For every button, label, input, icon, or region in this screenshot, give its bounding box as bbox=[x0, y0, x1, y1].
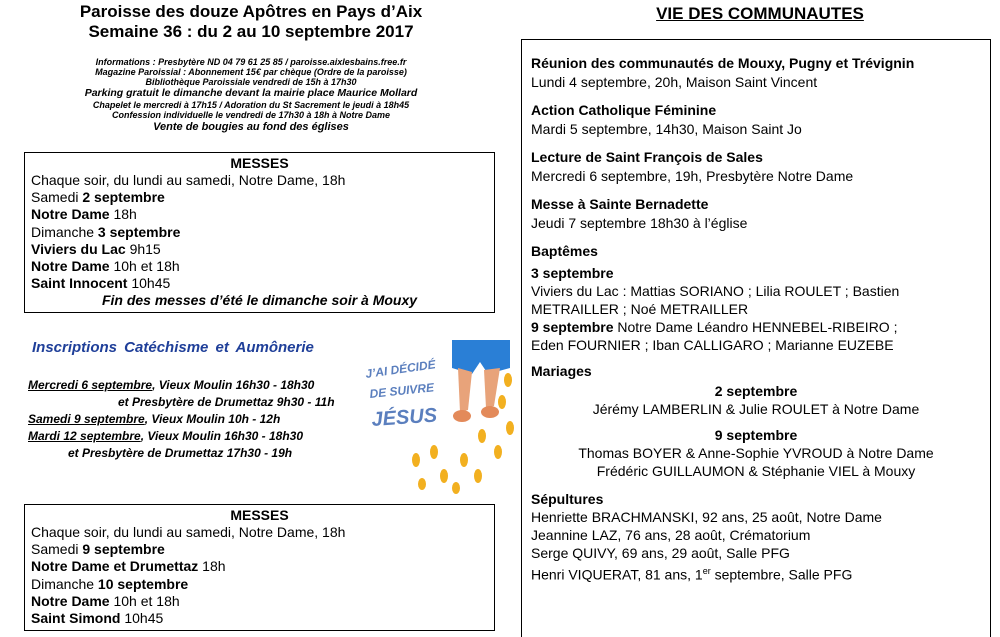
week-title: Semaine 36 : du 2 au 10 septembre 2017 bbox=[88, 22, 414, 41]
event-title: Lecture de Saint François de Sales bbox=[531, 149, 763, 165]
catechism-schedule bbox=[28, 377, 368, 462]
messes-line: Chaque soir, du lundi au samedi, Notre Dame, 18h bbox=[31, 524, 346, 540]
church-label: Notre Dame bbox=[31, 206, 110, 223]
sepultures-section bbox=[531, 490, 981, 584]
event-title: Réunion des communautés de Mouxy, Pugny et Trévignin bbox=[531, 55, 915, 71]
footprint bbox=[504, 373, 512, 387]
footprint bbox=[478, 429, 486, 443]
catechism-place: , Vieux Moulin 16h30 - 18h30 bbox=[140, 429, 303, 443]
catechism-row: et Presbytère de Drumettaz 9h30 - 11h bbox=[118, 395, 335, 409]
baptemes-title: Baptêmes bbox=[531, 243, 598, 259]
event-item bbox=[531, 148, 981, 185]
catechism-row bbox=[28, 428, 368, 445]
info-line: Confession individuelle le vendredi de 17h30 à 18h à Notre Dame bbox=[111, 110, 391, 120]
catechism-row bbox=[28, 377, 368, 394]
baptemes-line bbox=[531, 318, 981, 336]
time-label: 10h45 bbox=[120, 610, 164, 627]
info-line: Bibliothèque Paroissiale vendredi de 15h à 17h30 bbox=[145, 77, 357, 87]
footprint bbox=[460, 453, 468, 467]
time-label: 10h et 18h bbox=[109, 592, 180, 609]
messes-line bbox=[31, 541, 488, 558]
right-foot bbox=[481, 406, 499, 418]
messes-line bbox=[31, 576, 488, 593]
baptemes-line: METRAILLER ; Noé METRAILLER bbox=[531, 301, 749, 317]
time-label: 10h et 18h bbox=[109, 258, 180, 275]
messes-line bbox=[31, 189, 488, 206]
sepultures-line: Jeannine LAZ, 76 ans, 28 août, Crématorium bbox=[531, 527, 811, 543]
info-line: Vente de bougies au fond des églises bbox=[153, 121, 349, 133]
catechism-date: Samedi 9 septembre bbox=[28, 412, 145, 426]
info-line: Chapelet le mercredi à 17h15 / Adoration du St Sacrement le jeudi à 18h45 bbox=[92, 100, 410, 110]
event-detail: Lundi 4 septembre, 20h, Maison Saint Vincent bbox=[531, 74, 818, 90]
mariages-title: Mariages bbox=[531, 363, 592, 379]
footprint bbox=[498, 395, 506, 409]
messes-line bbox=[31, 610, 488, 627]
mariages-date: 9 septembre bbox=[714, 427, 798, 443]
event-title: Action Catholique Féminine bbox=[531, 102, 717, 118]
footprint bbox=[412, 453, 420, 467]
sepultures-title: Sépultures bbox=[531, 491, 604, 507]
info-line: Magazine Paroissial : Abonnement 15€ par chèque (Ordre de la paroisse) bbox=[95, 67, 407, 77]
church-label: Saint Simond bbox=[31, 610, 121, 627]
parish-header bbox=[0, 2, 502, 42]
date-label: 9 septembre bbox=[82, 541, 165, 558]
messes-box-week2 bbox=[24, 504, 495, 631]
event-title: Messe à Sainte Bernadette bbox=[531, 196, 709, 212]
day-label: Samedi bbox=[31, 189, 83, 206]
baptemes-names: Notre Dame Léandro HENNEBEL-RIBEIRO ; bbox=[613, 319, 898, 335]
church-label: Notre Dame et Drumettaz bbox=[31, 558, 199, 575]
vie-title: VIE DES COMMUNAUTES bbox=[656, 4, 864, 23]
sepultures-line: Henriette BRACHMANSKI, 92 ans, 25 août, Notre Dame bbox=[531, 509, 882, 525]
illustration-text-1: J’AI DÉCIDÉ bbox=[364, 357, 437, 381]
parish-title: Paroisse des douze Apôtres en Pays d’Aix bbox=[79, 2, 423, 21]
event-item bbox=[531, 195, 981, 232]
church-label: Notre Dame bbox=[31, 592, 110, 609]
date-label: 3 septembre bbox=[97, 223, 181, 240]
illustration-text-2: DE SUIVRE bbox=[368, 380, 435, 401]
date-label: 10 septembre bbox=[97, 575, 189, 592]
time-label: 18h bbox=[198, 558, 226, 575]
church-label: Notre Dame bbox=[31, 258, 110, 275]
mariages-line: Thomas BOYER & Anne-Sophie YVROUD à Notre Dame bbox=[578, 445, 934, 461]
baptemes-date: 9 septembre bbox=[531, 319, 614, 335]
catechism-date: Mercredi 6 septembre bbox=[28, 378, 153, 392]
day-label: Dimanche bbox=[31, 223, 98, 240]
messes-line bbox=[31, 241, 488, 258]
footprint bbox=[474, 469, 482, 483]
day-label: Dimanche bbox=[31, 575, 98, 592]
messes-line bbox=[31, 558, 488, 575]
mariages-section bbox=[531, 362, 981, 480]
day-label: Samedi bbox=[31, 541, 83, 558]
event-item bbox=[531, 54, 981, 91]
sepultures-line bbox=[531, 562, 981, 584]
catechism-title: Inscriptions Catéchisme et Aumônerie bbox=[32, 339, 314, 356]
info-line: Parking gratuit le dimanche devant la mairie place Maurice Mollard bbox=[84, 87, 418, 99]
ordinal-sup: er bbox=[702, 566, 711, 576]
sepultures-line: Serge QUIVY, 69 ans, 29 août, Salle PFG bbox=[531, 545, 790, 561]
time-label: 18h bbox=[109, 206, 137, 223]
info-line: Informations : Presbytère ND 04 79 61 25 85 / paroisse.aixlesbains.free.fr bbox=[95, 57, 407, 67]
baptemes-line: Eden FOURNIER ; Iban CALLIGARO ; Marianne EUZEBE bbox=[531, 337, 894, 353]
catechism-place: , Vieux Moulin 16h30 - 18h30 bbox=[152, 378, 315, 392]
footprint bbox=[418, 478, 426, 490]
messes-line bbox=[31, 224, 488, 241]
messes-line bbox=[31, 593, 488, 610]
church-label: Saint Innocent bbox=[31, 275, 128, 292]
catechism-place: , Vieux Moulin 10h - 12h bbox=[144, 412, 281, 426]
sepultures-text: septembre, Salle PFG bbox=[710, 566, 853, 583]
date-label: 2 septembre bbox=[82, 189, 165, 206]
mariages-date: 2 septembre bbox=[714, 383, 798, 399]
catechism-row bbox=[28, 411, 368, 428]
mariages-line: Frédéric GUILLAUMON & Stéphanie VIEL à Mouxy bbox=[596, 463, 916, 479]
baptemes-line: Viviers du Lac : Mattias SORIANO ; Lilia ROULET ; Bastien bbox=[531, 283, 900, 299]
messes-box-week1 bbox=[24, 152, 495, 313]
footprint bbox=[430, 445, 438, 459]
event-detail: Mardi 5 septembre, 14h30, Maison Saint Jo bbox=[531, 121, 802, 137]
illustration-text-3: JÉSUS bbox=[370, 404, 438, 431]
sepultures-text: Henri VIQUERAT, 81 ans, 1 bbox=[531, 566, 703, 583]
footprint bbox=[440, 469, 448, 483]
messes-title: MESSES bbox=[230, 507, 289, 523]
event-detail: Jeudi 7 septembre 18h30 à l’église bbox=[531, 215, 748, 231]
messes-line bbox=[31, 258, 488, 275]
time-label: 10h45 bbox=[127, 275, 171, 292]
event-item bbox=[531, 101, 981, 138]
info-block bbox=[0, 57, 502, 135]
church-label: Viviers du Lac bbox=[31, 240, 126, 257]
footprint bbox=[452, 482, 460, 494]
catechism-row: et Presbytère de Drumettaz 17h30 - 19h bbox=[68, 446, 293, 460]
messes-line bbox=[31, 206, 488, 223]
event-detail: Mercredi 6 septembre, 19h, Presbytère Notre Dame bbox=[531, 168, 854, 184]
catechism-date: Mardi 12 septembre bbox=[28, 429, 141, 443]
mariages-line: Jérémy LAMBERLIN & Julie ROULET à Notre Dame bbox=[592, 401, 920, 417]
baptemes-date: 3 septembre bbox=[531, 265, 614, 281]
vie-box bbox=[521, 39, 991, 637]
messes-note: Fin des messes d’été le dimanche soir à Mouxy bbox=[101, 292, 418, 309]
messes-line bbox=[31, 275, 488, 292]
footprint bbox=[494, 445, 502, 459]
footprint bbox=[506, 421, 514, 435]
messes-title: MESSES bbox=[230, 155, 289, 171]
follow-jesus-illustration bbox=[360, 340, 520, 496]
time-label: 9h15 bbox=[125, 240, 161, 257]
left-foot bbox=[453, 410, 471, 422]
messes-line: Chaque soir, du lundi au samedi, Notre Dame, 18h bbox=[31, 172, 346, 188]
baptemes-section bbox=[531, 242, 981, 354]
